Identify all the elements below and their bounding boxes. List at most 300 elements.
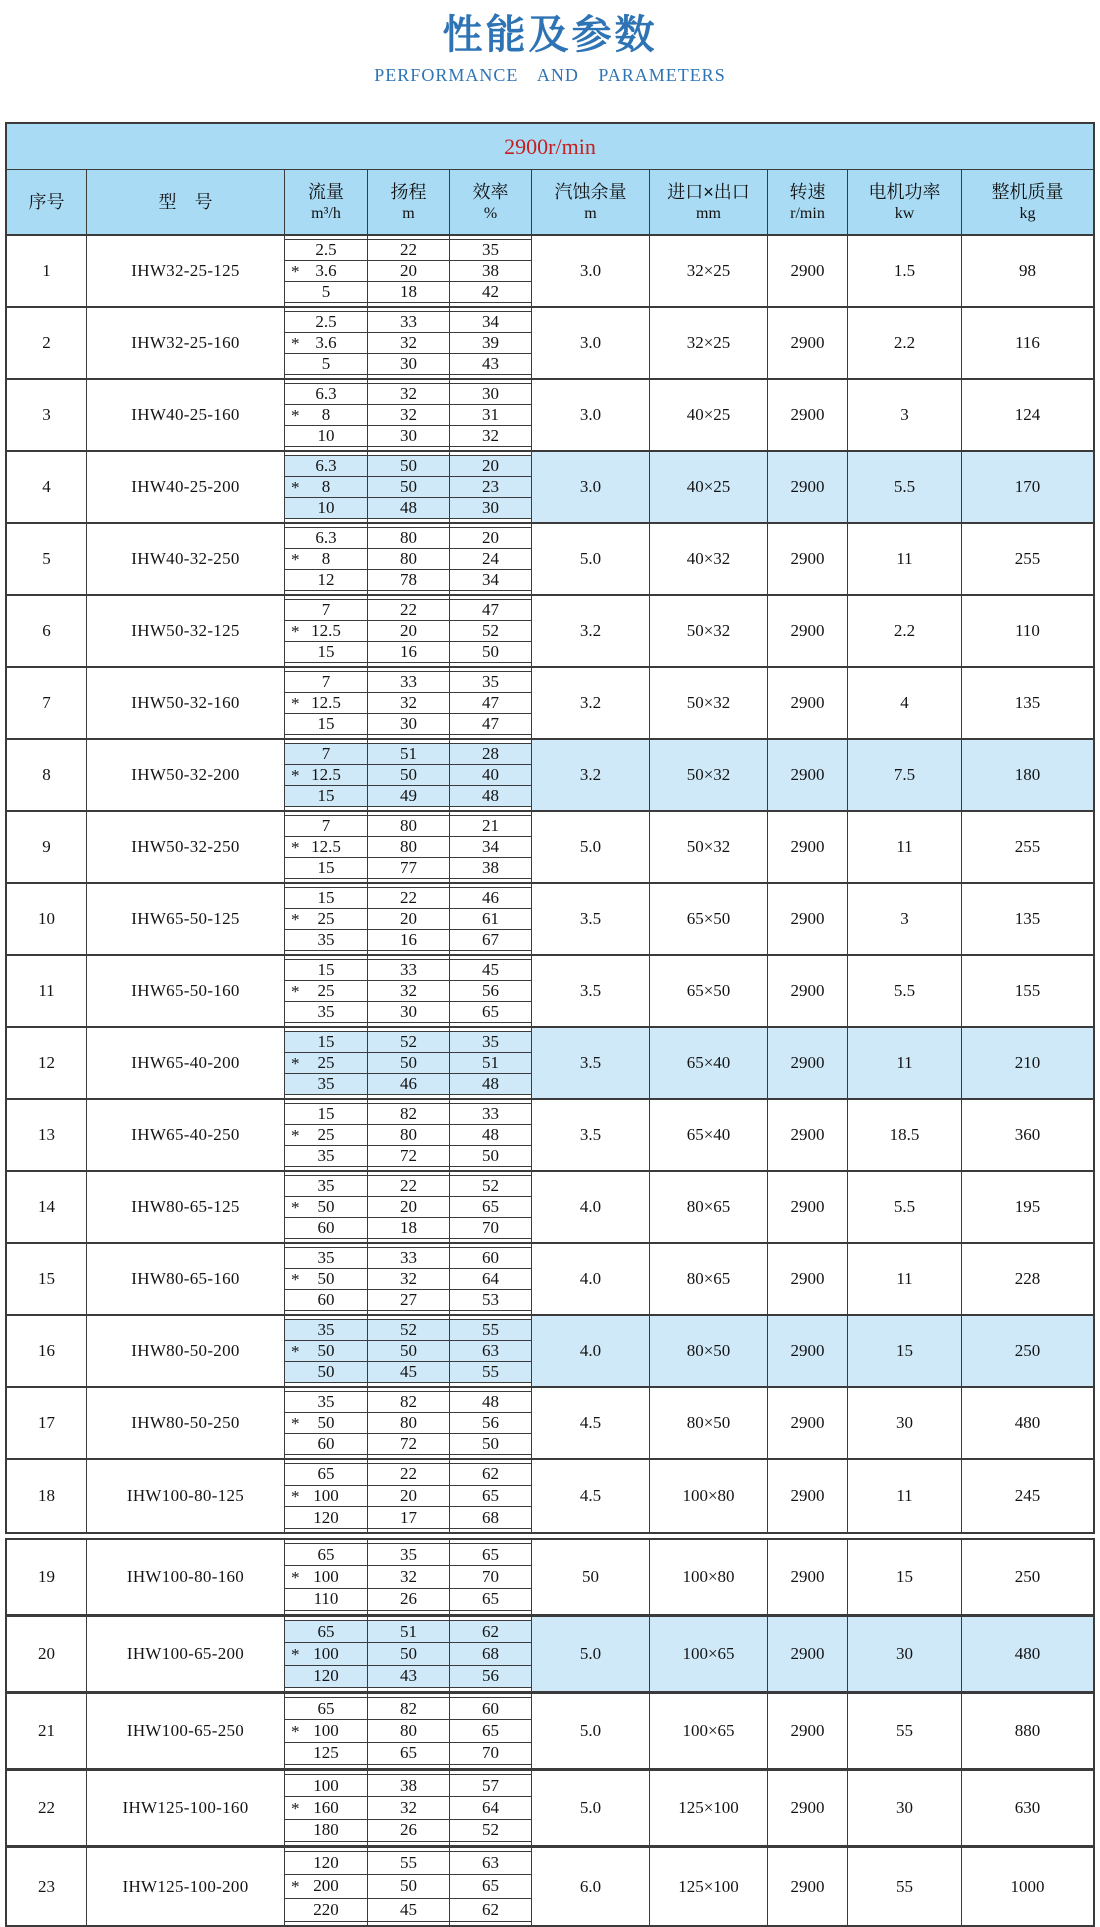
head-value (368, 1621, 449, 1643)
eff-stack (450, 1319, 531, 1383)
header-cell-power (848, 170, 962, 234)
head-number: 77 (400, 858, 417, 877)
flow-number: 7 (321, 600, 331, 619)
head-number: 72 (400, 1434, 417, 1453)
flow-value (285, 405, 367, 426)
header-unit: mm (696, 205, 721, 222)
eff-number: 65 (482, 1589, 499, 1609)
flow-stack (285, 1774, 367, 1842)
head-value (368, 570, 449, 590)
eff-cell (450, 740, 532, 810)
row-number: 4 (7, 452, 87, 522)
power-cell: 11 (848, 812, 962, 882)
flow-value (285, 384, 367, 405)
flow-value (285, 1320, 367, 1341)
table-row (7, 884, 1093, 956)
table-row (7, 740, 1093, 812)
speed-cell: 2900 (768, 884, 848, 954)
flow-stack (285, 527, 367, 591)
eff-number: 48 (482, 1074, 499, 1093)
head-stack (368, 455, 449, 519)
eff-number: 20 (482, 528, 499, 547)
flow-value (285, 1176, 367, 1197)
pump-model: IHW50-32-200 (87, 740, 285, 810)
eff-number: 68 (482, 1643, 499, 1663)
weight-cell: 630 (1014, 1798, 1041, 1817)
head-number: 18 (400, 282, 417, 301)
table-row (7, 380, 1093, 452)
header-label: 序号 (28, 191, 65, 212)
row-number: 18 (7, 1460, 87, 1532)
flow-number: 15 (317, 888, 335, 907)
eff-value (450, 1002, 531, 1022)
head-value (368, 1797, 449, 1819)
pump-model: IHW125-100-200 (87, 1848, 285, 1925)
header-unit: r/min (790, 205, 825, 222)
rated-point-star: * (291, 1798, 300, 1818)
rated-point-star: * (291, 1486, 300, 1506)
ports-cell: 100×80 (650, 1460, 768, 1532)
flow-value (285, 909, 367, 930)
pump-model: IHW100-80-125 (87, 1460, 285, 1532)
head-value (368, 384, 449, 405)
eff-number: 70 (482, 1218, 499, 1237)
flow-cell (285, 1617, 368, 1691)
weight-cell: 480 (962, 1617, 1093, 1691)
eff-value (450, 1392, 531, 1413)
eff-value (450, 240, 531, 261)
eff-value (450, 1643, 531, 1665)
pump-model: IHW50-32-125 (87, 596, 285, 666)
flow-value (285, 312, 367, 333)
eff-number: 48 (482, 1125, 499, 1144)
head-value (368, 498, 449, 518)
table-row (7, 452, 1093, 524)
power-cell: 15 (848, 1316, 962, 1386)
speed-cell: 2900 (768, 1694, 848, 1768)
head-number: 22 (400, 240, 417, 259)
ports-cell: 80×65 (650, 1172, 768, 1242)
eff-cell (450, 452, 532, 522)
head-number: 45 (400, 1899, 417, 1919)
head-value (368, 1392, 449, 1413)
flow-stack (285, 455, 367, 519)
head-number: 52 (400, 1032, 417, 1051)
header-unit: kg (1019, 205, 1036, 222)
flow-value (285, 1002, 367, 1022)
eff-value (450, 930, 531, 950)
flow-value (285, 1743, 367, 1764)
head-number: 80 (400, 549, 417, 568)
eff-stack (450, 743, 531, 807)
head-value (368, 1320, 449, 1341)
table-row (7, 236, 1093, 308)
head-number: 46 (400, 1074, 417, 1093)
head-value (368, 816, 449, 837)
flow-value (285, 549, 367, 570)
head-number: 50 (400, 1341, 417, 1360)
eff-number: 52 (482, 1820, 499, 1840)
page-subtitle: PERFORMANCE AND PARAMETERS (374, 65, 726, 85)
weight-cell: 170 (962, 452, 1093, 522)
row-number: 22 (7, 1771, 87, 1845)
eff-number: 64 (482, 1797, 499, 1817)
eff-value (450, 1104, 531, 1125)
head-stack (368, 1620, 449, 1688)
head-value (368, 1852, 449, 1875)
eff-stack (450, 1391, 531, 1455)
rated-point-star: * (291, 333, 300, 353)
flow-value (285, 960, 367, 981)
head-number: 48 (400, 498, 417, 517)
flow-number: 35 (317, 1074, 335, 1093)
pump-model: IHW65-40-250 (87, 1100, 285, 1170)
row-number: 11 (7, 956, 87, 1026)
eff-number: 51 (482, 1053, 499, 1072)
ports-cell: 40×32 (650, 524, 768, 594)
ports-cell: 40×25 (650, 452, 768, 522)
head-stack (368, 1319, 449, 1383)
flow-value (285, 240, 367, 261)
eff-number: 38 (482, 261, 499, 280)
npsh-cell: 4.0 (532, 1244, 650, 1314)
head-number: 16 (400, 642, 417, 661)
flow-number: 50 (317, 1413, 335, 1432)
rated-point-star: * (291, 1341, 300, 1361)
head-value (368, 477, 449, 498)
header-label: 转速 (789, 182, 826, 202)
head-value (368, 1413, 449, 1434)
ports-cell: 65×40 (650, 1100, 768, 1170)
eff-stack (450, 1247, 531, 1311)
flow-value (285, 693, 367, 714)
eff-value (450, 693, 531, 714)
eff-value (450, 621, 531, 642)
header-cell-flow (285, 170, 368, 234)
flow-cell (285, 1771, 368, 1845)
head-number: 30 (400, 426, 417, 445)
ports-cell: 40×25 (650, 380, 768, 450)
npsh-cell: 3.5 (532, 1100, 650, 1170)
head-value (368, 1176, 449, 1197)
head-number: 30 (400, 354, 417, 373)
speed-cell: 2900 (768, 1460, 848, 1532)
eff-value (450, 786, 531, 806)
ports-cell: 65×40 (650, 1028, 768, 1098)
weight-cell: 135 (1014, 909, 1041, 928)
eff-number: 38 (482, 858, 499, 877)
eff-value (450, 744, 531, 765)
header-unit: m (584, 205, 597, 222)
eff-number: 30 (482, 498, 499, 517)
rated-point-star: * (291, 765, 300, 785)
head-number: 32 (400, 693, 417, 712)
eff-value (450, 1434, 531, 1454)
ports-cell: 80×50 (650, 1388, 768, 1458)
head-stack (368, 1175, 449, 1239)
flow-number: 25 (317, 1125, 335, 1144)
eff-number: 60 (482, 1698, 499, 1718)
eff-cell (450, 1460, 532, 1532)
head-number: 32 (400, 1566, 417, 1586)
flow-value (285, 744, 367, 765)
head-stack (368, 1774, 449, 1842)
ports-cell: 65×50 (650, 956, 768, 1026)
head-number: 65 (400, 1743, 417, 1763)
eff-number: 65 (482, 1197, 499, 1216)
npsh-cell: 3.5 (532, 1028, 650, 1098)
flow-number: 160 (313, 1797, 339, 1817)
eff-cell (450, 1388, 532, 1458)
flow-number: 120 (313, 1666, 339, 1686)
flow-value (285, 837, 367, 858)
flow-number: 60 (317, 1290, 335, 1309)
power-cell: 11 (848, 524, 962, 594)
eff-number: 34 (482, 312, 499, 331)
flow-cell (285, 524, 368, 594)
rated-point-star: * (291, 1413, 300, 1433)
ports-cell: 32×25 (650, 308, 768, 378)
eff-number: 55 (482, 1320, 499, 1339)
flow-number: 110 (313, 1589, 339, 1609)
head-cell (368, 1172, 450, 1242)
header-cell-head (368, 170, 450, 234)
head-number: 32 (400, 405, 417, 424)
flow-number: 65 (317, 1544, 335, 1564)
head-number: 32 (400, 981, 417, 1000)
head-stack (368, 1697, 449, 1765)
eff-number: 52 (482, 621, 499, 640)
eff-number: 47 (482, 600, 499, 619)
flow-value (285, 1775, 367, 1797)
flow-value (285, 426, 367, 446)
row-number: 9 (7, 812, 87, 882)
speed-cell: 2900 (768, 452, 848, 522)
eff-number: 63 (482, 1853, 499, 1873)
head-cell (368, 812, 450, 882)
eff-number: 63 (482, 1341, 499, 1360)
power-cell: 11 (848, 1244, 962, 1314)
eff-number: 34 (482, 570, 499, 589)
pump-model: IHW100-65-250 (87, 1694, 285, 1768)
head-number: 22 (400, 600, 417, 619)
eff-value (450, 1146, 531, 1166)
head-cell (368, 884, 450, 954)
speed-cell: 2900 (768, 1617, 848, 1691)
head-cell (368, 1617, 450, 1691)
flow-cell (285, 740, 368, 810)
head-value (368, 240, 449, 261)
head-number: 20 (400, 1486, 417, 1505)
eff-value (450, 1413, 531, 1434)
rated-point-star: * (291, 837, 300, 857)
eff-value (450, 1218, 531, 1238)
power-cell: 5.5 (848, 956, 962, 1026)
flow-number: 10 (317, 426, 335, 445)
rated-point-star: * (291, 909, 300, 929)
flow-number: 60 (317, 1218, 335, 1237)
head-cell (368, 308, 450, 378)
flow-number: 120 (313, 1507, 339, 1527)
eff-stack (450, 887, 531, 951)
flow-number: 220 (313, 1899, 339, 1919)
pump-model: IHW125-100-160 (87, 1771, 285, 1845)
ports-cell: 65×50 (650, 884, 768, 954)
flow-value (285, 672, 367, 693)
eff-cell (450, 1848, 532, 1925)
flow-number: 7 (321, 744, 331, 763)
head-number: 80 (400, 816, 417, 835)
speed-cell: 2900 (768, 668, 848, 738)
eff-cell (450, 1028, 532, 1098)
eff-number: 47 (482, 714, 499, 733)
rated-point-star: * (291, 1877, 300, 1897)
speed-band: 2900r/min (7, 124, 1093, 170)
head-number: 52 (400, 1320, 417, 1339)
flow-number: 15 (317, 786, 335, 805)
performance-table (5, 122, 1095, 1927)
speed-cell: 2900 (768, 1172, 848, 1242)
ports-cell: 125×100 (650, 1771, 768, 1845)
power-cell: 55 (848, 1848, 962, 1925)
rated-point-star: * (291, 693, 300, 713)
eff-value (450, 1621, 531, 1643)
ports-cell: 80×50 (650, 1316, 768, 1386)
head-number: 55 (400, 1853, 417, 1873)
eff-number: 65 (482, 1720, 499, 1740)
rated-point-star: * (291, 549, 300, 569)
eff-value (450, 1589, 531, 1610)
eff-number: 43 (482, 354, 499, 373)
rated-point-star: * (291, 261, 300, 281)
pump-model: IHW50-32-160 (87, 668, 285, 738)
head-number: 30 (400, 714, 417, 733)
flow-number: 60 (317, 1434, 335, 1453)
header-unit: m³/h (311, 205, 341, 222)
head-value (368, 405, 449, 426)
eff-value (450, 1464, 531, 1486)
eff-value (450, 1248, 531, 1269)
eff-value (450, 1743, 531, 1764)
head-stack (368, 599, 449, 663)
head-value (368, 888, 449, 909)
table-row (7, 596, 1093, 668)
eff-number: 35 (482, 672, 499, 691)
head-stack (368, 1247, 449, 1311)
flow-number: 100 (313, 1643, 339, 1663)
power-cell: 55 (848, 1694, 962, 1768)
flow-value (285, 1104, 367, 1125)
flow-number: 8 (321, 549, 331, 568)
flow-number: 100 (313, 1566, 339, 1586)
flow-value (285, 858, 367, 878)
flow-number: 50 (317, 1341, 335, 1360)
row-number: 1 (7, 236, 87, 306)
flow-cell (285, 1540, 368, 1614)
head-value (368, 1269, 449, 1290)
power-cell: 7.5 (848, 740, 962, 810)
header-unit: kw (894, 205, 915, 222)
eff-number: 62 (482, 1899, 499, 1919)
flow-value (285, 816, 367, 837)
flow-stack (285, 1319, 367, 1383)
head-value (368, 312, 449, 333)
rated-point-star: * (291, 1269, 300, 1289)
head-number: 26 (400, 1589, 417, 1609)
table-block-lower (5, 1538, 1095, 1927)
head-stack (368, 1851, 449, 1922)
flow-cell (285, 1172, 368, 1242)
flow-number: 15 (317, 1104, 335, 1123)
pump-model: IHW100-80-160 (87, 1540, 285, 1614)
eff-number: 50 (482, 1434, 499, 1453)
flow-value (285, 1290, 367, 1310)
rated-point-star: * (291, 1721, 300, 1741)
flow-value (285, 261, 367, 282)
head-number: 80 (400, 1413, 417, 1432)
eff-stack (450, 815, 531, 879)
head-number: 80 (400, 837, 417, 856)
weight-cell: 250 (962, 1316, 1093, 1386)
npsh-cell: 3.2 (532, 596, 650, 666)
flow-value (285, 1146, 367, 1166)
head-number: 45 (400, 1362, 417, 1381)
head-number: 72 (400, 1146, 417, 1165)
flow-value (285, 1589, 367, 1610)
head-value (368, 1248, 449, 1269)
eff-number: 46 (482, 888, 499, 907)
eff-cell (450, 668, 532, 738)
flow-number: 100 (313, 1486, 339, 1505)
eff-value (450, 1341, 531, 1362)
weight-cell: 180 (962, 740, 1093, 810)
eff-stack (450, 1851, 531, 1922)
ports-cell: 50×32 (650, 812, 768, 882)
flow-value (285, 1392, 367, 1413)
head-number: 33 (400, 960, 417, 979)
ports-cell: 100×65 (650, 1617, 768, 1691)
speed-cell: 2900 (768, 1028, 848, 1098)
npsh-cell: 4.0 (532, 1316, 650, 1386)
head-stack (368, 959, 449, 1023)
head-value (368, 1434, 449, 1454)
head-value (368, 282, 449, 302)
flow-number: 6.3 (315, 456, 337, 475)
flow-cell (285, 308, 368, 378)
flow-value (285, 1486, 367, 1508)
npsh-cell: 4.5 (532, 1388, 650, 1458)
flow-number: 25 (317, 981, 335, 1000)
eff-cell (450, 812, 532, 882)
eff-number: 40 (482, 765, 499, 784)
eff-value (450, 477, 531, 498)
flow-cell (285, 596, 368, 666)
flow-number: 50 (317, 1269, 335, 1288)
flow-value (285, 1899, 367, 1921)
weight-cell: 1000 (1010, 1876, 1045, 1896)
eff-value (450, 405, 531, 426)
npsh-cell: 3.2 (532, 668, 650, 738)
flow-value (285, 1820, 367, 1841)
head-stack (368, 239, 449, 303)
flow-value (285, 528, 367, 549)
power-cell: 11 (848, 1028, 962, 1098)
eff-number: 70 (482, 1566, 499, 1586)
row-number: 10 (7, 884, 87, 954)
weight-cell: 255 (1014, 837, 1041, 856)
flow-stack (285, 743, 367, 807)
head-number: 18 (400, 1218, 417, 1237)
